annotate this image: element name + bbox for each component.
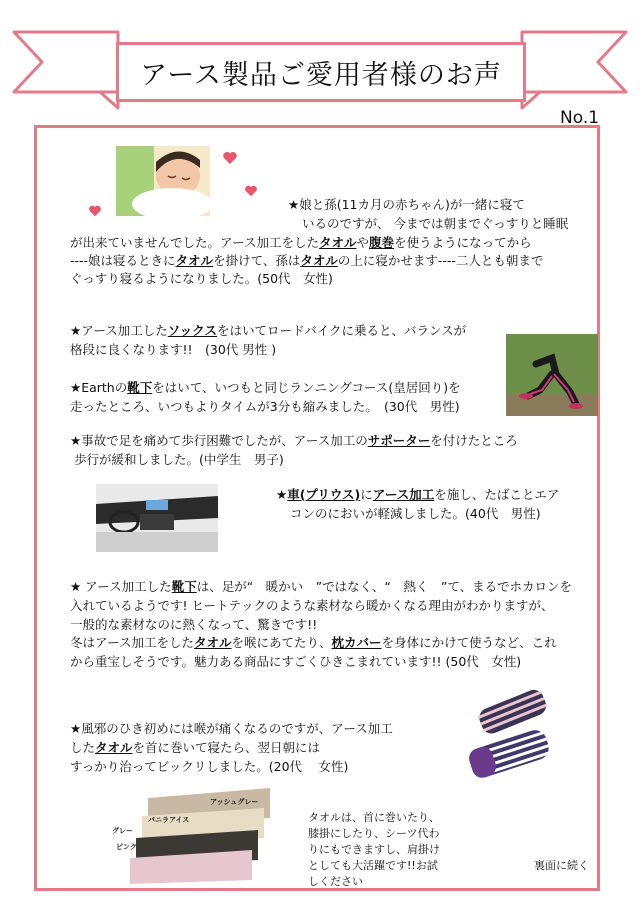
testimonial-3-line-2: 走ったところ、いつもよりタイムが3分も縮みました。 (30代 男性): [70, 399, 460, 414]
testimonial-1-line-2: いるのですが、 今までは朝までぐっすりと睡眠: [302, 216, 569, 231]
testimonial-1-line-5: ぐっすり寝るようになりました。(50代 女性): [70, 271, 333, 286]
testimonial-7-line-3: すっかり治ってビックリしました。(20代 女性): [70, 759, 349, 774]
page-title: アース製品ご愛用者様のお声: [116, 42, 526, 102]
testimonial-6-line-2: 入れているようです! ヒートテックのような素材なら暖かくなる理由がわかりますが、: [70, 598, 554, 613]
socks-photo: [456, 686, 568, 790]
page-number: No.1: [560, 108, 600, 128]
testimonial-6-line-1: ★ アース加工した靴下は、足が“ 暖かい ”ではなく、“ 熱く ”て、まるでホカロンを: [70, 579, 572, 594]
testimonial-6-line-4: 冬はアース加工をしたタオルを喉にあてたり、枕カバーを身体にかけて使うなど、これ: [70, 635, 557, 650]
testimonial-1-line-4: ----娘は寝るときにタオルを掛けて、孫はタオルの上に寝かせます----二人とも朝まで: [70, 253, 544, 268]
baby-photo: [116, 146, 210, 216]
testimonial-5-line-2: コンのにおいが軽減しました。(40代 男性): [290, 506, 541, 521]
testimonial-6-line-5: から重宝しそうです。魅力ある商品にすごくひきこまれています!! (50代 女性): [70, 654, 522, 669]
testimonial-2-line-2: 格段に良くなります!! (30代 男性 ): [70, 342, 277, 357]
testimonial-2-line-1: ★アース加工したソックスをはいてロードバイクに乗ると、バランスが: [70, 323, 467, 338]
towel-note-line-3: りにもできますし、肩掛け: [308, 843, 440, 856]
towel-label-gray: グレー: [112, 827, 133, 835]
testimonial-4-line-2: 歩行が緩和しました。(中学生 男子): [74, 452, 284, 467]
car-interior-photo: [96, 484, 218, 552]
testimonial-5-line-1: ★車(プリウス)にアース加工を施し、たばことエア: [276, 487, 560, 502]
runner-photo: [506, 334, 598, 416]
testimonial-7-line-1: ★風邪のひき初めには喉が痛くなるのですが、アース加工: [70, 721, 393, 736]
towel-note-line-4: としても大活躍です!!お試: [308, 859, 438, 872]
towel-label-ash-gray: アッシュグレー: [210, 798, 259, 806]
testimonial-6-line-3: 一般的な素材なのに熱くなって、驚きです!!: [70, 617, 318, 632]
testimonial-7-line-2: したタオルを首に巻いて寝たら、翌日朝には: [70, 740, 321, 755]
towel-note-line-1: タオルは、首に巻いたり、: [308, 811, 440, 824]
heart-icon: [222, 150, 238, 166]
testimonial-3-line-1: ★Earthの靴下をはいて、いつもと同じランニングコース(皇居回り)を: [70, 380, 461, 395]
testimonial-1-line-1: ★娘と孫(11カ月の赤ちゃん)が一緒に寝て: [288, 197, 525, 212]
towel-note-line-2: 膝掛にしたり、シーツ代わ: [308, 827, 440, 840]
heart-icon: [88, 204, 102, 218]
heart-icon: [244, 184, 258, 198]
testimonial-1-line-3: が出来ていませんでした。アース加工をしたタオルや腹巻を使うようになってから: [70, 235, 532, 250]
towel-label-vanilla-ice: バニラアイス: [148, 816, 190, 824]
continue-on-back-label: 裏面に続く: [534, 859, 589, 872]
testimonial-4-line-1: ★事故で足を痛めて歩行困難でしたが、アース加工のサポーターを付けたところ: [70, 433, 518, 448]
towel-label-pink: ピンク: [116, 843, 137, 851]
towel-note-line-5: しください: [308, 875, 363, 888]
